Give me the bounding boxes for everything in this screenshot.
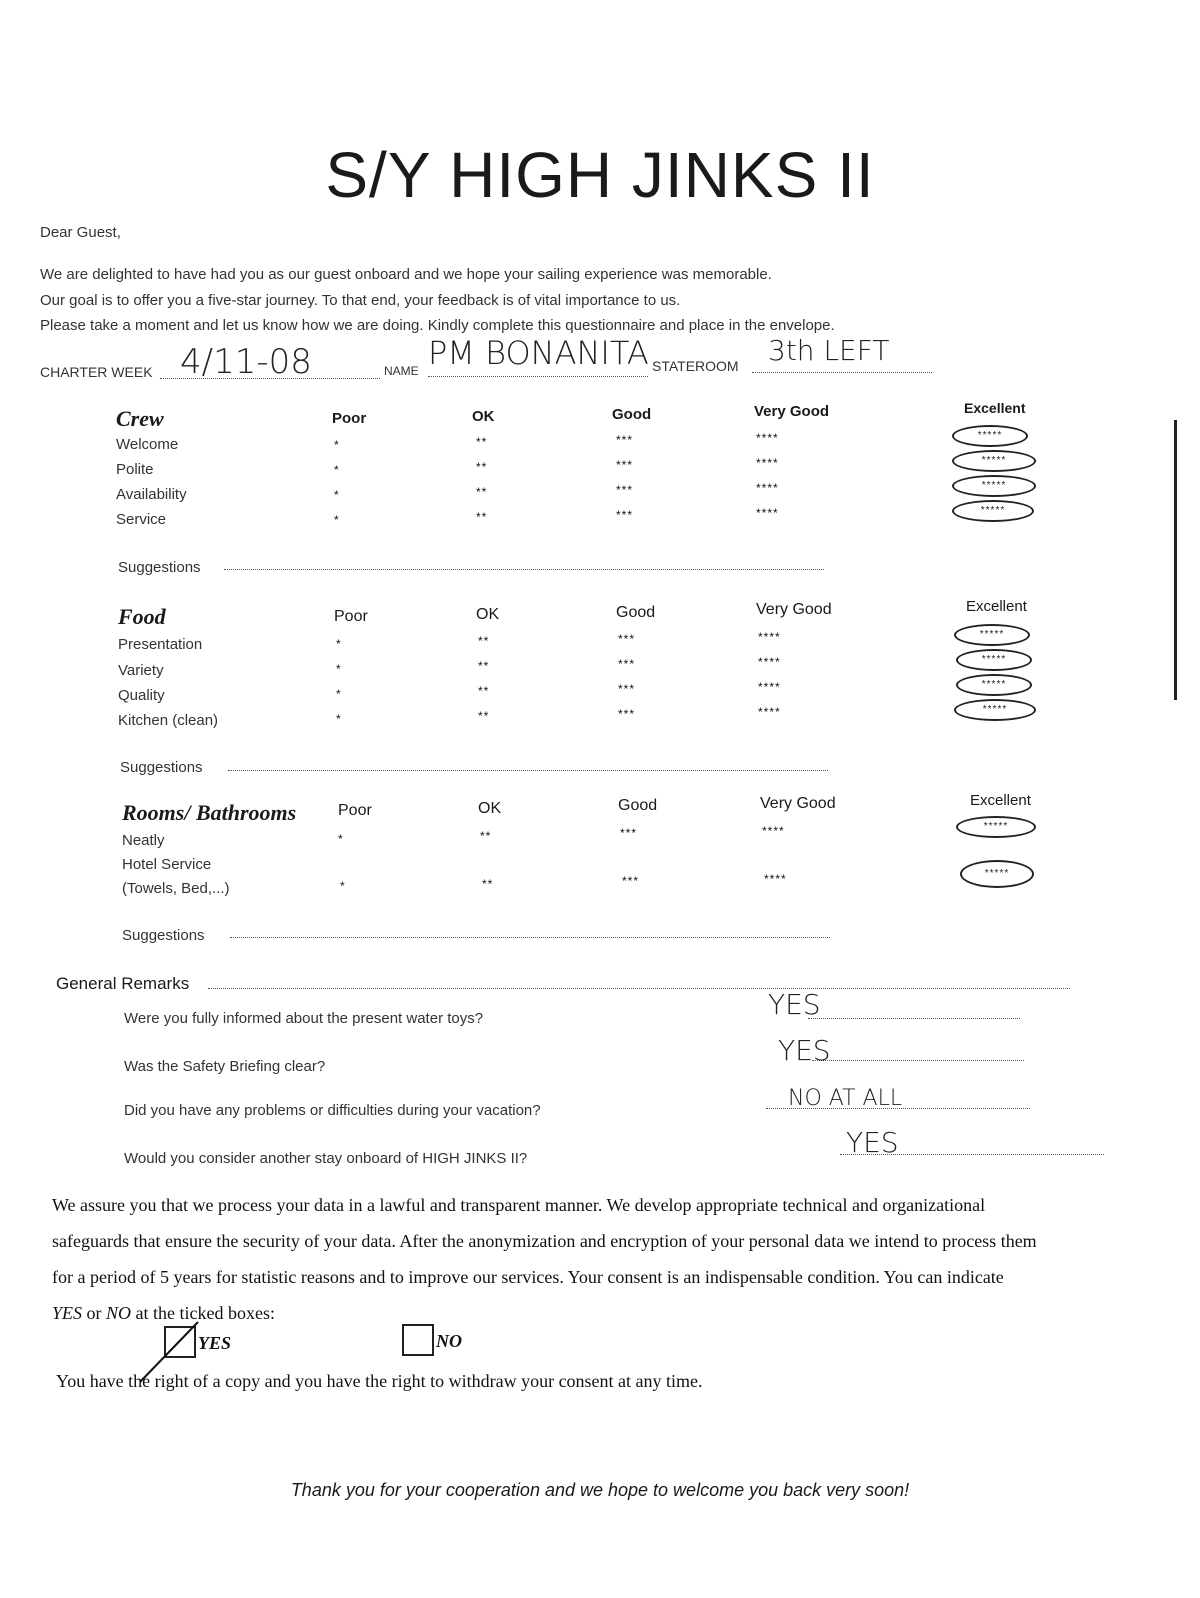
consent-yes-label: YES — [198, 1333, 232, 1353]
crew-suggestions-line[interactable] — [224, 569, 824, 570]
rooms-hotel-service-poor[interactable]: * — [340, 879, 346, 893]
food-presentation-ok[interactable]: ** — [478, 634, 490, 648]
crew-polite-poor[interactable]: * — [334, 463, 340, 477]
check-mark-icon — [166, 1328, 194, 1356]
food-row-quality: Quality — [118, 687, 165, 704]
crew-section-title: Crew — [116, 406, 164, 431]
rooms-neatly-poor[interactable]: * — [338, 832, 344, 846]
rooms-row-neatly: Neatly — [122, 832, 165, 849]
rooms-header-excellent: Excellent — [970, 792, 1031, 809]
food-presentation-very-good[interactable]: **** — [758, 630, 781, 644]
answer-safety-briefing[interactable]: YES — [778, 1034, 831, 1067]
question-water-toys: Were you fully informed about the present water toys? — [124, 1010, 484, 1027]
food-header-very-good: Very Good — [756, 601, 832, 618]
crew-welcome-excellent-circled[interactable]: ***** — [952, 425, 1028, 447]
crew-availability-good[interactable]: *** — [616, 483, 634, 497]
rooms-row-towels-bed: (Towels, Bed,...) — [122, 880, 230, 897]
rooms-neatly-excellent-circled[interactable]: ***** — [956, 816, 1036, 838]
crew-welcome-ok[interactable]: ** — [476, 435, 488, 449]
food-kitchen-excellent-circled[interactable]: ***** — [954, 699, 1036, 721]
answer-another-stay[interactable]: YES — [846, 1126, 899, 1159]
food-presentation-excellent-circled[interactable]: ***** — [954, 624, 1030, 646]
consent-or-word: or — [86, 1303, 102, 1323]
question-problems: Did you have any problems or difficulties during your vacation? — [124, 1102, 541, 1119]
name-label: NAME — [384, 364, 419, 378]
rooms-header-ok: OK — [478, 800, 502, 817]
intro-line-3: Please take a moment and let us know how we are doing. Kindly complete this questionnaire and place in the envelope. — [40, 317, 835, 334]
food-quality-very-good[interactable]: **** — [758, 680, 781, 694]
consent-rights: You have the right of a copy and you have the right to withdraw your consent at any time. — [56, 1371, 703, 1391]
crew-service-excellent-circled[interactable]: ***** — [952, 500, 1034, 522]
scan-edge-mark — [1174, 420, 1177, 700]
food-suggestions-line[interactable] — [228, 770, 828, 771]
consent-line-3: for a period of 5 years for statistic reasons and to improve our services. Your consent is an indispensable condition. You can indicate — [52, 1267, 1004, 1287]
rooms-section-title: Rooms/ Bathrooms — [122, 800, 297, 825]
rooms-neatly-very-good[interactable]: **** — [762, 824, 785, 838]
food-header-excellent: Excellent — [966, 598, 1027, 615]
page-title: S/Y HIGH JINKS II — [325, 139, 875, 211]
crew-service-ok[interactable]: ** — [476, 510, 488, 524]
food-quality-ok[interactable]: ** — [478, 684, 490, 698]
crew-service-very-good[interactable]: **** — [756, 506, 779, 520]
crew-header-good: Good — [612, 406, 652, 423]
crew-service-good[interactable]: *** — [616, 508, 634, 522]
rooms-neatly-ok[interactable]: ** — [480, 829, 492, 843]
crew-header-ok: OK — [472, 408, 495, 425]
rooms-hotel-service-ok[interactable]: ** — [482, 877, 494, 891]
general-remarks-label: General Remarks — [56, 974, 190, 993]
crew-row-polite: Polite — [116, 461, 154, 478]
intro-line-2: Our goal is to offer you a five-star journey. To that end, your feedback is of vital importance to us. — [40, 292, 681, 309]
food-variety-good[interactable]: *** — [618, 657, 636, 671]
general-remarks-line[interactable] — [208, 988, 1070, 989]
rooms-hotel-service-excellent-circled[interactable]: ***** — [960, 860, 1034, 888]
crew-row-availability: Availability — [116, 486, 187, 503]
greeting: Dear Guest, — [40, 224, 121, 241]
crew-polite-ok[interactable]: ** — [476, 460, 488, 474]
food-quality-excellent-circled[interactable]: ***** — [956, 674, 1032, 696]
food-presentation-good[interactable]: *** — [618, 632, 636, 646]
crew-welcome-very-good[interactable]: **** — [756, 431, 779, 445]
intro-line-1: We are delighted to have had you as our guest onboard and we hope your sailing experience was memorable. — [40, 266, 772, 283]
food-header-good: Good — [616, 604, 656, 621]
food-quality-poor[interactable]: * — [336, 687, 342, 701]
rooms-header-good: Good — [618, 797, 658, 814]
crew-availability-poor[interactable]: * — [334, 488, 340, 502]
crew-row-service: Service — [116, 511, 167, 528]
crew-availability-excellent-circled[interactable]: ***** — [952, 475, 1036, 497]
stateroom-label: STATEROOM — [652, 358, 739, 374]
rooms-neatly-good[interactable]: *** — [620, 826, 638, 840]
food-suggestions-label: Suggestions — [120, 759, 203, 776]
food-variety-ok[interactable]: ** — [478, 659, 490, 673]
crew-row-welcome: Welcome — [116, 436, 179, 453]
answer-water-toys[interactable]: YES — [768, 988, 821, 1021]
stateroom-line — [752, 372, 932, 373]
crew-availability-very-good[interactable]: **** — [756, 481, 779, 495]
food-row-presentation: Presentation — [118, 636, 203, 653]
food-variety-poor[interactable]: * — [336, 662, 342, 676]
food-quality-good[interactable]: *** — [618, 682, 636, 696]
consent-yes-checkbox[interactable] — [164, 1326, 196, 1358]
charter-week-value[interactable]: 4/11-08 — [180, 342, 312, 382]
food-row-variety: Variety — [118, 662, 164, 679]
consent-yes-word: YES — [52, 1303, 83, 1323]
question-another-stay: Would you consider another stay onboard of HIGH JINKS II? — [124, 1150, 528, 1167]
answer-problems[interactable]: NO AT ALL — [788, 1086, 903, 1111]
stateroom-value[interactable]: 3th LEFT — [768, 334, 890, 367]
food-presentation-poor[interactable]: * — [336, 637, 342, 651]
consent-no-label: NO — [436, 1331, 462, 1351]
crew-welcome-good[interactable]: *** — [616, 433, 634, 447]
name-line — [428, 376, 648, 377]
crew-header-very-good: Very Good — [754, 403, 830, 420]
consent-no-word: NO — [106, 1303, 132, 1323]
crew-service-poor[interactable]: * — [334, 513, 340, 527]
name-value[interactable]: PM BONANITA — [428, 334, 649, 372]
rooms-hotel-service-very-good[interactable]: **** — [764, 872, 787, 886]
food-section-title: Food — [118, 604, 166, 629]
rooms-header-very-good: Very Good — [760, 795, 836, 812]
crew-suggestions-label: Suggestions — [118, 559, 201, 576]
consent-line-2: safeguards that ensure the security of your data. After the anonymization and encryption of your personal data we intend to process them — [52, 1231, 1037, 1251]
crew-polite-very-good[interactable]: **** — [756, 456, 779, 470]
food-variety-very-good[interactable]: **** — [758, 655, 781, 669]
food-variety-excellent-circled[interactable]: ***** — [956, 649, 1032, 671]
charter-week-label: CHARTER WEEK — [40, 364, 153, 380]
rooms-header-poor: Poor — [338, 802, 372, 819]
food-header-poor: Poor — [334, 608, 368, 625]
consent-line-1: We assure you that we process your data in a lawful and transparent manner. We develop appropriate technical and organizational — [52, 1195, 986, 1215]
rooms-hotel-service-good[interactable]: *** — [622, 874, 640, 888]
consent-no-checkbox[interactable] — [402, 1324, 434, 1356]
rooms-row-hotel-service: Hotel Service — [122, 856, 212, 873]
crew-welcome-poor[interactable]: * — [334, 438, 340, 452]
answer-line-safety-briefing — [812, 1060, 1024, 1061]
question-safety-briefing: Was the Safety Briefing clear? — [124, 1058, 326, 1075]
crew-polite-good[interactable]: *** — [616, 458, 634, 472]
food-kitchen-poor[interactable]: * — [336, 712, 342, 726]
rooms-suggestions-line[interactable] — [230, 937, 830, 938]
crew-polite-excellent-circled[interactable]: ***** — [952, 450, 1036, 472]
crew-availability-ok[interactable]: ** — [476, 485, 488, 499]
crew-header-excellent: Excellent — [964, 400, 1026, 416]
consent-boxes-text: at the ticked boxes: — [135, 1303, 275, 1323]
food-kitchen-very-good[interactable]: **** — [758, 705, 781, 719]
food-kitchen-good[interactable]: *** — [618, 707, 636, 721]
rooms-suggestions-label: Suggestions — [122, 927, 205, 944]
crew-header-poor: Poor — [332, 410, 367, 427]
food-header-ok: OK — [476, 606, 500, 623]
food-row-kitchen: Kitchen (clean) — [118, 712, 219, 729]
thank-you-note: Thank you for your cooperation and we hope to welcome you back very soon! — [290, 1480, 910, 1500]
answer-line-water-toys — [808, 1018, 1020, 1019]
food-kitchen-ok[interactable]: ** — [478, 709, 490, 723]
